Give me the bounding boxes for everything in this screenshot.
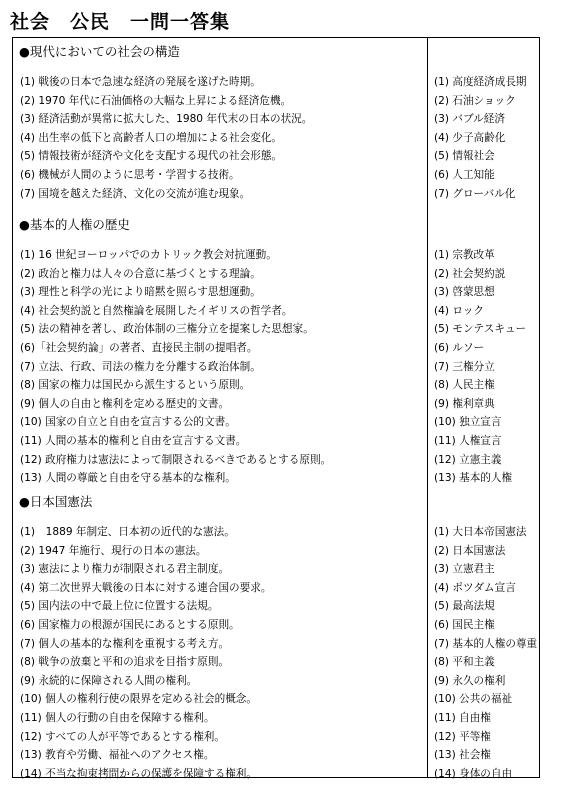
answer-text: (12) 平等権 <box>434 730 491 743</box>
section-heading: ●現代においての社会の構造 <box>19 44 180 59</box>
question-text: (2) 1947 年施行、現行の日本の憲法。 <box>20 544 207 557</box>
question-text: (11) 個人の行動の自由を保障する権利。 <box>20 712 215 724</box>
answer-text: (9) 権利章典 <box>434 397 495 410</box>
answer-text: (7) グローバル化 <box>434 187 516 200</box>
answer-text: (8) 人民主権 <box>434 379 495 392</box>
answer-text: (9) 永久の権利 <box>434 674 506 687</box>
answer-text: (5) 最高法規 <box>434 600 495 613</box>
question-text: (6) 機械が人間のように思考・学習する技術。 <box>20 169 240 181</box>
answer-text: (1) 大日本帝国憲法 <box>434 526 527 538</box>
answer-text: (8) 平和主義 <box>434 656 495 669</box>
section-heading: ●日本国憲法 <box>19 494 93 509</box>
question-text: (9) 永続的に保障される人間の権利。 <box>20 674 198 687</box>
answer-text: (5) 情報社会 <box>434 150 495 163</box>
question-text: (11) 人間の基本的権利と自由を宣言する文書。 <box>20 435 247 447</box>
column-divider <box>427 38 428 777</box>
answer-text: (3) 啓蒙思想 <box>434 286 495 299</box>
answer-text: (14) 身体の自由 <box>434 767 513 780</box>
question-text: (7) 立法、行政、司法の権力を分離する政治体制。 <box>20 360 261 373</box>
answer-text: (10) 独立宣言 <box>434 416 502 429</box>
question-text: (12) 政府権力は憲法によって制限されるべきであるとする原則。 <box>20 453 332 466</box>
question-text: (1) 16 世紀ヨーロッパでのカトリック教会対抗運動。 <box>20 249 277 261</box>
question-text: (5) 国内法の中で最上位に位置する法規。 <box>20 600 219 613</box>
answer-text: (6) 人工知能 <box>434 169 495 181</box>
question-text: (3) 憲法により権力が制限される君主制度。 <box>20 563 230 576</box>
answer-text: (13) 社会権 <box>434 749 491 762</box>
question-text: (5) 法の精神を著し、政治体制の三権分立を提案した思想家。 <box>20 323 314 336</box>
question-text: (7) 個人の基本的な権利を重視する考え方。 <box>20 637 230 650</box>
question-text: (2) 1970 年代に石油価格の大幅な上昇による経済危機。 <box>20 94 292 107</box>
answer-text: (2) 社会契約説 <box>434 267 506 280</box>
answer-text: (4) ロック <box>434 304 484 317</box>
question-text: (1) 1889 年制定、日本初の近代的な憲法。 <box>20 526 235 538</box>
question-text: (5) 情報技術が経済や文化を支配する現代の社会形態。 <box>20 150 283 163</box>
answer-text: (4) ポツダム宣言 <box>434 581 516 594</box>
question-text: (3) 理性と科学の光により暗黙を照らす思想運動。 <box>20 286 261 299</box>
answer-text: (1) 宗教改革 <box>434 249 495 261</box>
question-text: (14) 不当な拘束拷問からの保護を保障する権利。 <box>20 767 257 780</box>
question-text: (8) 戦争の放棄と平和の追求を目指す原則。 <box>20 656 230 669</box>
question-text: (12) すべての人が平等であるとする権利。 <box>20 730 225 743</box>
answer-text: (6) 国民主権 <box>434 619 495 631</box>
answer-text: (7) 基本的人権の尊重 <box>434 637 538 650</box>
answer-text: (11) 人権宣言 <box>434 435 502 447</box>
question-text: (2) 政治と権力は人々の合意に基づくとする理論。 <box>20 267 261 280</box>
answer-text: (1) 高度経済成長期 <box>434 76 527 88</box>
question-text: (1) 戦後の日本で急速な経済の発展を遂げた時期。 <box>20 76 261 88</box>
question-text: (6) 国家権力の根源が国民にあるとする原則。 <box>20 619 240 631</box>
answer-text: (4) 少子高齢化 <box>434 131 506 144</box>
question-text: (4) 第二次世界大戦後の日本に対する連合国の要求。 <box>20 581 272 594</box>
answer-text: (13) 基本的人権 <box>434 472 513 485</box>
answer-text: (3) 立憲君主 <box>434 563 495 576</box>
question-text: (4) 出生率の低下と高齢者人口の増加による社会変化。 <box>20 131 283 144</box>
answer-text: (3) バブル経済 <box>434 113 505 126</box>
question-text: (6)「社会契約論」の著者、直接民主制の提唱者。 <box>20 342 258 354</box>
question-text: (10) 個人の権利行使の限界を定める社会的概念。 <box>20 693 257 706</box>
answer-text: (2) 石油ショック <box>434 94 516 107</box>
answer-text: (7) 三権分立 <box>434 360 495 373</box>
question-text: (4) 社会契約説と自然権論を展開したイギリスの哲学者。 <box>20 304 293 317</box>
page-title: 社会 公民 一問一答集 <box>10 11 231 33</box>
question-text: (13) 教育や労働、福祉へのアクセス権。 <box>20 749 215 762</box>
question-text: (13) 人間の尊厳と自由を守る基本的な権利。 <box>20 472 236 485</box>
section-heading: ●基本的人権の歴史 <box>19 217 130 232</box>
answer-text: (5) モンテスキュー <box>434 323 527 336</box>
answer-text: (2) 日本国憲法 <box>434 544 506 557</box>
question-text: (10) 国家の自立と自由を宣言する公的文書。 <box>20 416 236 429</box>
question-text: (3) 経済活動が異常に拡大した、1980 年代末の日本の状況。 <box>20 113 313 126</box>
answer-text: (12) 立憲主義 <box>434 453 502 466</box>
question-text: (7) 国境を越えた経済、文化の交流が進む現象。 <box>20 187 251 200</box>
question-text: (8) 国家の権力は国民から派生するという原則。 <box>20 379 251 392</box>
question-text: (9) 個人の自由と権利を定める歴史的文書。 <box>20 397 230 410</box>
answer-text: (6) ルソー <box>434 342 485 354</box>
answer-text: (10) 公共の福祉 <box>434 693 513 706</box>
qa-table <box>12 37 540 778</box>
answer-text: (11) 自由権 <box>434 712 491 724</box>
